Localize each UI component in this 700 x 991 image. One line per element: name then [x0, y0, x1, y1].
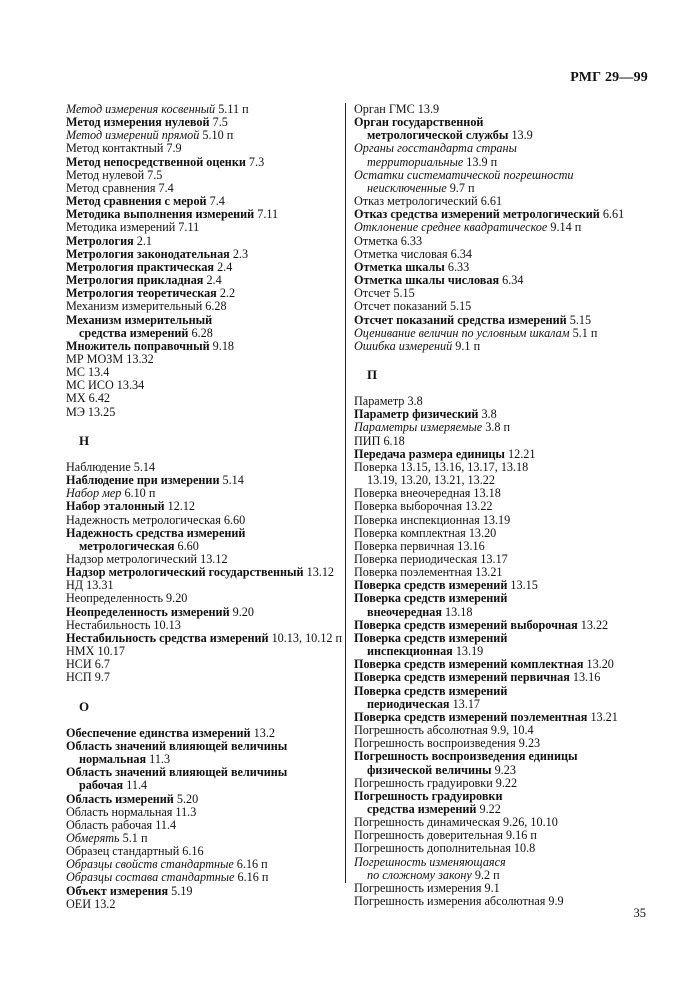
- entry-term: Поверка средств измерений: [354, 591, 508, 606]
- entry-reference: 13.18: [441, 604, 473, 619]
- entry-reference: Отказ метрологический 6.61: [354, 194, 503, 209]
- entry-reference: 7.3: [245, 154, 265, 169]
- entry-term: Поверка средств измерений первичная: [354, 670, 570, 685]
- entry-reference: Надежность метрологическая 6.60: [66, 512, 246, 527]
- entry-reference: 13.15: [507, 578, 538, 593]
- entry-reference: 13.19, 13.20, 13.21, 13.22: [367, 473, 495, 488]
- entry-reference: 9.7 п: [446, 180, 475, 195]
- entry-reference: 11.3: [146, 752, 171, 767]
- entry-reference: Поверка поэлементная 13.21: [354, 565, 503, 580]
- entry-reference: 9.20: [229, 604, 254, 619]
- entry-reference: Поверка комплектная 13.20: [354, 525, 497, 540]
- entry-reference: МР МОЗМ 13.32: [66, 351, 154, 366]
- entry-reference: НСП 9.7: [66, 670, 111, 685]
- entry-reference: Отсчет показаний 5.15: [354, 299, 472, 314]
- entry-term: Методика выполнения измерений: [66, 207, 255, 222]
- entry-term: Поверка средств измерений выборочная: [354, 617, 578, 632]
- entry-reference: Поверка 13.15, 13.16, 13.17, 13.18: [354, 459, 529, 474]
- entry-reference: 5.10 п: [199, 128, 234, 143]
- entry-reference: Орган ГМС 13.9: [354, 102, 440, 116]
- entry-term: инспекционная: [367, 644, 453, 659]
- entry-reference: 9.22: [476, 801, 501, 816]
- entry-reference: 2.3: [229, 246, 249, 261]
- section-letter: П: [367, 366, 378, 382]
- entry-term: Обеспечение единства измерений: [66, 725, 251, 740]
- entry-term: Образцы состава стандартные: [66, 870, 235, 885]
- entry-reference: Поверка инспекционная 13.19: [354, 512, 511, 527]
- entry-term: Надежность средства измерений: [66, 525, 246, 540]
- entry-term: Образцы свойств стандартные: [66, 857, 234, 872]
- entry-term: Метод сравнения с мерой: [66, 194, 207, 209]
- entry-reference: Погрешность измерения абсолютная 9.9: [354, 894, 564, 909]
- entry-term: Метрология законодательная: [66, 246, 230, 261]
- entry-reference: 6.10 п: [121, 486, 156, 501]
- entry-reference: 6.16 п: [234, 870, 269, 885]
- entry-reference: Погрешность измерения 9.1: [354, 880, 500, 895]
- entry-term: Параметры измеряемые: [354, 420, 483, 435]
- entry-term: Отклонение среднее квадратическое: [354, 220, 548, 235]
- section-letter: Н: [79, 432, 90, 448]
- entry-reference: Погрешность доверительная 9.16 п: [354, 828, 537, 843]
- entry-reference: Параметр 3.8: [354, 394, 423, 409]
- entry-reference: Отметка 6.33: [354, 233, 423, 248]
- entry-reference: 13.9: [508, 128, 533, 143]
- entry-reference: 5.1 п: [119, 830, 148, 845]
- entry-reference: Механизм измерительный 6.28: [66, 299, 227, 314]
- entry-term: Область значений влияющей величины: [66, 738, 288, 753]
- entry-reference: ОЕИ 13.2: [66, 896, 116, 911]
- entry-reference: Метод сравнения 7.4: [66, 180, 174, 195]
- entry-reference: Методика измерений 7.11: [66, 220, 200, 235]
- entry-reference: 2.2: [216, 286, 236, 301]
- entry-term: Набор эталонный: [66, 499, 165, 514]
- entry-reference: 13.21: [587, 709, 618, 724]
- entry-term: Механизм измерительный: [66, 312, 213, 327]
- entry-reference: 6.16 п: [233, 857, 268, 872]
- entry-term: метрологическая: [79, 538, 175, 553]
- entry-term: Оценивание величин по условным шкалам: [354, 325, 570, 340]
- page-header: РМГ 29—99: [570, 70, 648, 85]
- entry-reference: Метод контактный 7.9: [66, 141, 182, 156]
- entry-reference: Отсчет 5.15: [354, 286, 415, 301]
- entry-reference: Область нормальная 11.3: [66, 804, 197, 819]
- entry-reference: Поверка периодическая 13.17: [354, 552, 508, 566]
- entry-reference: 5.15: [566, 312, 592, 327]
- entry-reference: 3.8 п: [482, 420, 511, 435]
- entry-term: внеочередная: [367, 604, 442, 619]
- entry-term: Параметр физический: [354, 407, 479, 422]
- section-letter: О: [79, 698, 90, 714]
- entry-reference: Погрешность динамическая 9.26, 10.10: [354, 815, 558, 830]
- entry-term: Обмерять: [66, 830, 120, 845]
- entry-reference: НМХ 10.17: [66, 644, 125, 659]
- entry-reference: 2.1: [133, 233, 152, 248]
- entry-reference: 7.4: [206, 194, 225, 209]
- entry-term: Нестабильность средства измерений: [66, 630, 269, 645]
- entry-reference: 5.19: [168, 883, 193, 898]
- entry-reference: 11.4: [123, 778, 148, 793]
- entry-reference: ПИП 6.18: [354, 433, 405, 448]
- entry-term: нормальная: [79, 752, 147, 767]
- entry-reference: 6.60: [174, 538, 199, 553]
- entry-reference: Поверка первичная 13.16: [354, 538, 485, 553]
- entry-reference: 9.1 п: [452, 338, 481, 353]
- entry-reference: Погрешность дополнительная 10.8: [354, 841, 536, 856]
- entry-reference: 13.2: [250, 725, 275, 740]
- index-entry: [66, 898, 334, 911]
- entry-reference: 13.16: [569, 670, 601, 685]
- entry-term: Отсчет показаний средства измерений: [354, 312, 567, 327]
- entry-reference: 10.13, 10.12 п: [268, 630, 343, 645]
- entry-reference: Погрешность абсолютная 9.9, 10.4: [354, 723, 534, 738]
- entry-term: Наблюдение при измерении: [66, 473, 220, 488]
- entry-term: Множитель поправочный: [66, 338, 210, 353]
- entry-reference: МЭ 13.25: [66, 404, 116, 419]
- entry-reference: 5.1 п: [569, 325, 598, 340]
- entry-term: территориальные: [367, 154, 464, 169]
- entry-term: Метрология теоретическая: [66, 286, 217, 301]
- entry-reference: Неопределенность 9.20: [66, 591, 188, 606]
- entry-term: по сложному закону: [367, 867, 472, 882]
- entry-reference: 5.20: [173, 791, 199, 806]
- entry-term: Область значений влияющей величины: [66, 765, 288, 780]
- entry-reference: Область рабочая 11.4: [66, 817, 177, 832]
- entry-term: метрологической службы: [367, 128, 509, 143]
- entry-reference: Метод нулевой 7.5: [66, 167, 163, 182]
- entry-reference: Погрешность воспроизведения 9.23: [354, 736, 541, 751]
- entry-term: Остатки систематической погрешности: [354, 167, 574, 182]
- entry-reference: Погрешность градуировки 9.22: [354, 775, 518, 790]
- entry-term: Надзор метрологический государственный: [66, 565, 304, 580]
- entry-term: физической величины: [367, 762, 492, 777]
- page-number: 35: [633, 906, 646, 920]
- entry-reference: 2.4: [214, 259, 233, 274]
- entry-term: Погрешность градуировки: [354, 788, 503, 803]
- entry-reference: 12.21: [504, 446, 536, 461]
- entry-reference: Надзор метрологический 13.12: [66, 552, 228, 566]
- entry-term: Поверка средств измерений: [354, 630, 508, 645]
- entry-reference: МС 13.4: [66, 365, 110, 380]
- entry-reference: 13.9 п: [463, 154, 498, 169]
- entry-reference: 9.23: [491, 762, 516, 777]
- entry-reference: МС ИСО 13.34: [66, 378, 145, 393]
- entry-term: Метод измерения нулевой: [66, 115, 210, 130]
- entry-reference: 13.20: [583, 657, 614, 672]
- entry-reference: 5.14: [219, 473, 244, 488]
- entry-reference: 6.34: [499, 273, 524, 288]
- entry-term: Объект измерения: [66, 883, 169, 898]
- index-column-left: [66, 102, 343, 911]
- entry-term: Отметка шкалы: [354, 259, 445, 274]
- entry-term: средства измерений: [79, 325, 189, 340]
- entry-term: Неопределенность измерений: [66, 604, 230, 619]
- column-divider: [345, 103, 346, 883]
- entry-reference: 9.14 п: [547, 220, 582, 235]
- entry-term: Ошибка измерений: [354, 338, 453, 353]
- entry-term: Метрология практическая: [66, 259, 215, 274]
- entry-term: Поверка средств измерений: [354, 578, 508, 593]
- entry-term: Метрология прикладная: [66, 273, 204, 288]
- entry-reference: 13.22: [577, 617, 609, 632]
- entry-reference: 12.12: [164, 499, 196, 514]
- entry-term: неисключенные: [367, 180, 447, 195]
- entry-reference: Поверка внеочередная 13.18: [354, 486, 501, 501]
- entry-term: Органы госстандарта страны: [354, 141, 517, 156]
- entry-reference: НД 13.31: [66, 578, 114, 593]
- entry-reference: НСИ 6.7: [66, 657, 111, 672]
- entry-term: Метод измерений прямой: [66, 128, 200, 143]
- index-entry: [66, 671, 334, 684]
- entry-term: Погрешность воспроизведения единицы: [354, 749, 578, 764]
- entry-reference: 2.4: [203, 273, 222, 288]
- entry-reference: 13.17: [449, 696, 480, 711]
- entry-term: Метрология: [66, 233, 134, 248]
- entry-term: Поверка средств измерений комплектная: [354, 657, 584, 672]
- entry-reference: Нестабильность 10.13: [66, 617, 181, 632]
- entry-term: Орган государственной: [354, 115, 484, 130]
- entry-reference: 7.11: [254, 207, 279, 222]
- entry-reference: 7.5: [209, 115, 228, 130]
- entry-term: Набор мер: [66, 486, 122, 501]
- entry-reference: Образец стандартный 6.16: [66, 844, 204, 859]
- entry-reference: 6.28: [188, 325, 213, 340]
- entry-term: Метод измерения косвенный: [66, 102, 216, 116]
- entry-term: Погрешность изменяющаяся: [354, 854, 506, 869]
- entry-reference: 3.8: [478, 407, 497, 422]
- entry-reference: 13.19: [452, 644, 484, 659]
- entry-reference: Наблюдение 5.14: [66, 459, 156, 474]
- entry-reference: 9.18: [209, 338, 234, 353]
- index-entry: [354, 895, 654, 908]
- entry-reference: Отметка числовая 6.34: [354, 246, 472, 261]
- entry-reference: 6.33: [444, 259, 470, 274]
- entry-term: Область измерений: [66, 791, 174, 806]
- entry-term: Отказ средства измерений метрологический: [354, 207, 600, 222]
- entry-term: периодическая: [367, 696, 450, 711]
- entry-reference: Поверка выборочная 13.22: [354, 499, 493, 514]
- entry-term: Метод непосредственной оценки: [66, 154, 246, 169]
- index-column-right: [354, 103, 654, 908]
- entry-term: Передача размера единицы: [354, 446, 505, 461]
- index-entry: [66, 406, 334, 419]
- entry-reference: 6.61: [599, 207, 625, 222]
- entry-term: рабочая: [79, 778, 124, 793]
- index-entry: [354, 340, 654, 353]
- entry-term: Отметка шкалы числовая: [354, 273, 500, 288]
- entry-term: средства измерений: [367, 801, 477, 816]
- entry-reference: 5.11 п: [215, 102, 249, 116]
- entry-reference: 13.12: [303, 565, 335, 580]
- entry-term: Поверка средств измерений поэлементная: [354, 709, 588, 724]
- entry-reference: МХ 6.42: [66, 391, 111, 406]
- entry-term: Поверка средств измерений: [354, 683, 508, 698]
- entry-reference: 9.2 п: [471, 867, 500, 882]
